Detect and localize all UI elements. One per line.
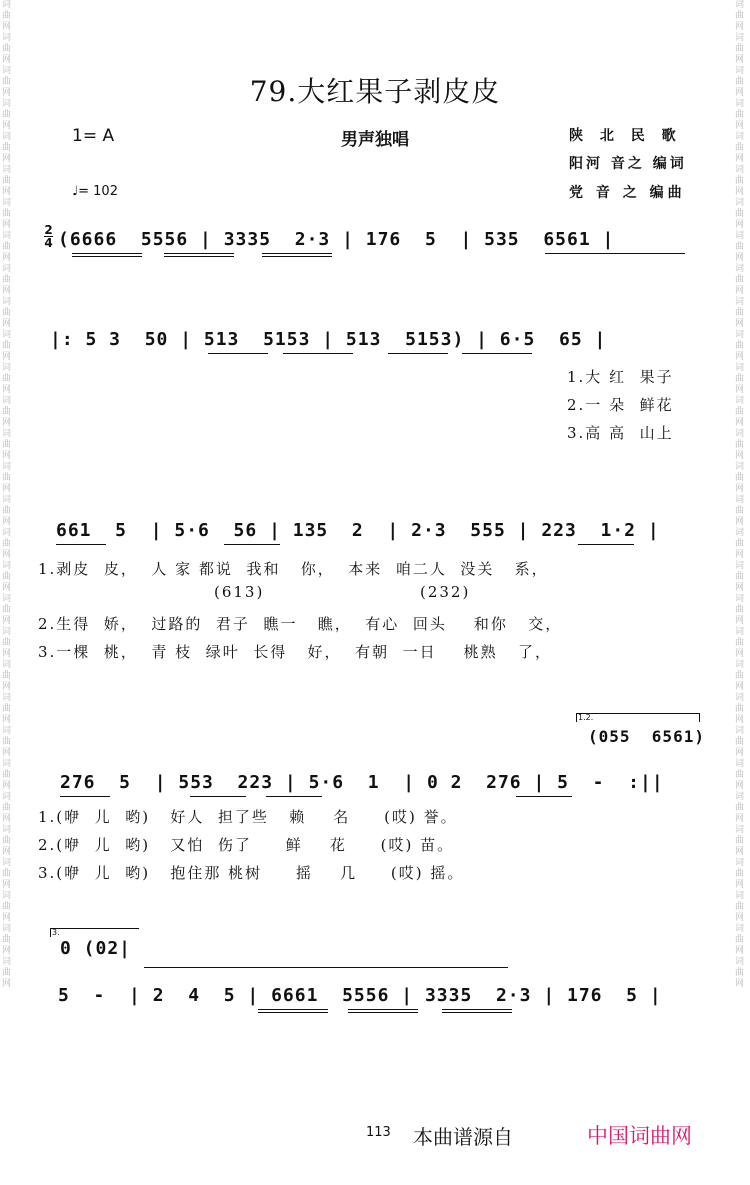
beam — [60, 796, 110, 797]
beam — [72, 256, 142, 257]
system-1-notes: (6666 5556 | 3335 2·3 | 176 5 | 535 6561 | — [58, 229, 615, 250]
key-signature: 1= A — [72, 126, 115, 146]
system-4-lyric-2: 2.(咿 儿 哟) 又怕 伤了 鲜 花 (哎) 苗。 — [38, 836, 455, 854]
credit-lyricist: 阳河 音之 编词 — [569, 156, 687, 172]
volta-label-1-2: 1.2. — [578, 713, 594, 722]
volta-bracket-1-2 — [576, 713, 700, 722]
system-4-notes: 276 5 | 553 223 | 5·6 1 | 0 2 276 | 5 - :|| — [60, 772, 664, 793]
beam — [208, 353, 268, 354]
beam — [258, 1009, 328, 1010]
beam — [190, 796, 246, 797]
beam — [545, 253, 685, 254]
beam — [258, 1012, 328, 1013]
system-4-lyric-3: 3.(咿 儿 哟) 抱住那 桃树 摇 几 (哎) 摇。 — [38, 864, 465, 882]
beam — [516, 796, 572, 797]
page-number: 113 — [366, 1125, 391, 1140]
beam — [266, 796, 322, 797]
song-title: 79.大红果子剥皮皮 — [249, 75, 501, 108]
system-5-notes: 5 - | 2 4 5 | 6661 5556 | 3335 2·3 | 176 5 | — [58, 985, 662, 1006]
brand-logo[interactable]: 中国词曲网 — [587, 1124, 692, 1148]
volta-bracket-3 — [50, 928, 139, 937]
subtitle: 男声独唱 — [341, 130, 409, 150]
system-3-notes: 661 5 | 5·6 56 | 135 2 | 2·3 555 | 223 1·2 | — [56, 520, 660, 541]
source-label: 本曲谱源自 — [413, 1125, 513, 1149]
system-3-lyric-2: 2.生得 娇， 过路的 君子 瞧一 瞧， 有心 回头 和你 交， — [38, 615, 563, 633]
system-3-alt-notes: (613) (232) — [38, 583, 471, 601]
system-3-lyric-3: 3.一棵 桃， 青 枝 绿叶 长得 好， 有朝 一日 桃熟 了， — [38, 643, 552, 661]
beam — [462, 353, 532, 354]
beam — [262, 253, 332, 254]
volta-3-notes: 0 (02| — [60, 938, 132, 959]
beam — [388, 353, 448, 354]
watermark-left: 词曲网词曲网词曲网词曲网词曲网词曲网词曲网词曲网词曲网词曲网词曲网词曲网词曲网词曲网词曲网词曲网词曲网词曲网词曲网词曲网词曲网词曲网词曲网词曲网词曲网词曲网词曲网词曲网词曲网词曲网 — [2, 0, 12, 989]
beam — [283, 353, 353, 354]
system-4-lyric-1: 1.(咿 儿 哟) 好人 担了些 赖 名 (哎) 誉。 — [38, 808, 458, 826]
beam — [442, 1009, 512, 1010]
system-2-lyric-3: 3.高 高 山上 — [567, 424, 674, 442]
tie-line — [144, 967, 508, 968]
system-3-lyric-1: 1.剥皮 皮， 人 家 都说 我和 你， 本来 咱二人 没关 系， — [38, 560, 549, 578]
credit-origin: 陕 北 民 歌 — [569, 128, 682, 144]
volta-label-3: 3. — [52, 928, 60, 937]
system-2-notes: |: 5 3 50 | 513 5153 | 513 5153) | 6·5 65 | — [50, 329, 607, 350]
watermark-right: 词曲网词曲网词曲网词曲网词曲网词曲网词曲网词曲网词曲网词曲网词曲网词曲网词曲网词曲网词曲网词曲网词曲网词曲网词曲网词曲网词曲网词曲网词曲网词曲网词曲网词曲网词曲网词曲网词曲网词曲网 — [735, 0, 745, 989]
credit-arranger: 党 音 之 编曲 — [569, 185, 686, 201]
system-2-lyric-1: 1.大 红 果子 — [567, 368, 674, 386]
system-2-lyric-2: 2.一 朵 鲜花 — [567, 396, 674, 414]
tempo-marking: ♩= 102 — [72, 184, 118, 199]
beam — [72, 253, 142, 254]
time-signature: 2 4 — [44, 223, 53, 250]
beam — [56, 544, 106, 545]
beam — [224, 544, 280, 545]
beam — [348, 1009, 418, 1010]
beam — [164, 256, 234, 257]
beam — [348, 1012, 418, 1013]
beam — [262, 256, 332, 257]
beam — [164, 253, 234, 254]
beam — [442, 1012, 512, 1013]
volta-1-2-notes: (055 6561) — [588, 727, 705, 746]
beam — [578, 544, 634, 545]
